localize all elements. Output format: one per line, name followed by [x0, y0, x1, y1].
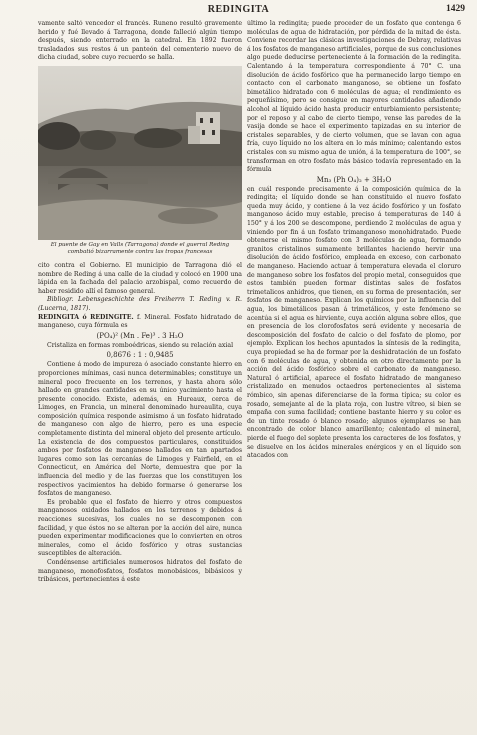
bibliography-note: Bibliogr. Lebensgeschichte des Freiherrn T. Reding v. R. (Lucerna, 1817).: [38, 296, 242, 312]
entry-gender: f. Mineral.: [136, 313, 171, 321]
axial-ratio: 0,8676 : 1 : 0,9485: [106, 351, 174, 360]
paragraph-crystal: Cristaliza en formas romboédricas, siendo su relación axial: [47, 341, 234, 349]
left-column: [38, 20, 242, 726]
paragraph-continuation: vamente saltó vencedor el francés. Runeno resultó gravemente herido y fué llevado á Tarragona, donde falleció algún tiempo después, siendo enterrado en la catedral. En 1892 fueron trasladados sus restos á un panteón del cementerio nuevo de dicha ciudad, sobre cuyo recuerdo se halla.: [38, 20, 242, 62]
entry-headword: REDINGITA ó REDINGITE.: [38, 313, 134, 321]
right-column: [247, 20, 461, 726]
photo-caption: El puente de Gay en Valls (Tarragona) donde el guerral Reding combatió bizarramente contra las tropas francesas: [50, 241, 230, 255]
page-number: 1429: [446, 4, 465, 14]
paragraph-impurity: Contiene á modo de impureza ó asociado constante hierro en proporciones mínimas, casi nunca determinables; constituye un mineral poco frecuente en los terrenos, y hasta ahora sólo hallado en grandes cantidades en su único yacimiento hasta el presente conocido. Existe, además, en Hureaux, cerca de Limoges, en Francia, un mineral denominado hureaulita, cuya composición química responde asimismo á un fosfato hidratado de manganeso con algo de hierro, pero es una especie completamente distinta del mineral objeto del presente artículo. La existencia de dos compuestos particulares, constituidos ambos por fosfatos de manganeso hallados en tan apartados lugares como son las cercanías de Limoges y Fairfield, en el Connecticut, en América del Norte, demuestra que por la influencia del medio y de las fuerzas que los constituyen los respectivos yacimientos ha debido formarse ó generarse los fosfatos de manganeso.: [38, 361, 242, 498]
formula-manganese-phosphate: Mn₃ (Ph O₄)₂ + 3H₂O: [316, 175, 392, 184]
landscape-photo-image: [38, 66, 242, 240]
paragraph-municipio: cito contra el Gobierno. El municipio de Tarragona dió el nombre de Reding á una calle de la ciudad y colocó en 1900 una lápida en la fachada del palacio arzobispal, como recuerdo de haber residido allí el famoso general.: [38, 261, 242, 295]
paragraph-synthesis: en cuál responde precisamente á la composición química de la redingita; el líquido donde se han constituido el nuevo fosfato queda muy ácido, y contiene á la vez ácido fosfórico y un fosfato manganoso ácido muy estable, preciso á temperaturas de 140 á 150° y á los 200 se descompone, perdiendo 2 moléculas de agua y viniendo por fin á un fosfato trimanganoso monohidratado. Puede obtenerse el mismo fosfato con 3 moléculas de agua, formando granitos cristalinos sumamente brillantes haciendo hervir una disolución de ácido fosfórico, empleada en exceso, con carbonato de manganeso. Haciendo actuar á temperatura elevada el cloruro de manganeso sobre los fosfatos del propio metal, conseguidos que estos también pueden formar distintas sales de fosfatos trimetalicos anhidros, que tienen, en su forma de presentación, ser fosfatos de manganeso. Explican los químicos por la influencia del agua, los bimetálicos pasan á trimetálicos, y este fenómeno se acentúa si el agua es hirviente, cuya acción alguna sobre ellos, que en presencia de los clorofosfatos será evidente y necesaria de descomposición del fosfato de calcio o del fosfato de plomo, por ejemplo. Explican los hechos apuntados la síntesis de la redingita, cuya propiedad se ha de formar por la deshidratación de un fosfato con 6 moléculas de agua, y obtenida en otro directamente por la acción del ácido fosfórico sobre el carbonato de manganeso. Natural ó artificial, aparece el fosfato hidratado de manganeso cristalizado en menudos octaedros pertenecientes al sistema rómbico, sin apenas diferenciarse de la forma típica; su color es rosado, semejante al de la plata roja, con lustre vítreo, si bien se empaña con suma facilidad; contiene bastante hierro y su color es de un tinte rosado ó blanco rosado; algunos ejemplares se han encontrado de color blanco amarillento; calentado el mineral, pierde el fuego del soplete presenta los caracteres de los fosfatos, y se disuelve en los ácidos minerales enérgicos y en el líquido son atacados con: [247, 185, 461, 460]
paragraph-condensed: Condénsense artificiales numerosos hidratos del fosfato de manganeso, monofosfatos, fosfatos monobásicos, bibásicos y tribásicos, pertenecientes á este: [38, 558, 242, 584]
paragraph-compuestos: Es probable que el fosfato de hierro y otros compuestos manganosos oxidados hallados en los terrenos y debidos á reacciones sucesivas, los cuales no se descomponen con facilidad, y que éstos no se alteran por la acción del aire, nunca pueden experimentar modificaciones que lo convierten en otros minerales, como el ácido fosfórico y otras sustancias susceptibles de alteración.: [38, 498, 242, 558]
running-title: REDINGITA: [207, 4, 270, 15]
photo-bridge-of-gay: [38, 66, 242, 240]
formula-redingita: (PO₄)² (Mn . Fe)³ . 3 H₂O: [96, 331, 184, 340]
entry-redingita: [38, 314, 242, 331]
running-head: [0, 4, 477, 18]
entry-definition: Fosfato hidratado de manganeso, cuya fórmula es: [38, 313, 242, 330]
paragraph-debray: último la redingita; puede proceder de un fosfato que contenga 6 moléculas de agua de hidratación, por pérdida de la mitad de ésta. Conviene recordar las clásicas investigaciones de Debray, relativas á los fosfatos de manganeso artificiales, porque de sus conclusiones algo puede deducirse perteneciente á la formación de la redingita. Calentando á la temperatura correspondiente á 70° C. una disolución de ácido fosfórico que ha permanecido largo tiempo en contacto con el carbonato manganoso, se obtiene un fosfato bimetálico hidratado con 6 moléculas de agua; el rendimiento es pequeñísimo, pero se consigue en mayores cantidades añadiendo alcohol al líquido ácido hasta producir enturbiamiento persistente; por el reposo y al cabo de cierto tiempo, vense las paredes de la vasija donde se hace el experimento tapizadas en su interior de cristales separables, y de cierto volumen, que se lavan con agua fría, cuyo líquido no los altera en lo más mínimo; calentando estos cristales con su mismo agua de unión, á la temperatura de 100°, se transforman en otro fosfato más básico todavía representado en la fórmula: [247, 20, 461, 174]
